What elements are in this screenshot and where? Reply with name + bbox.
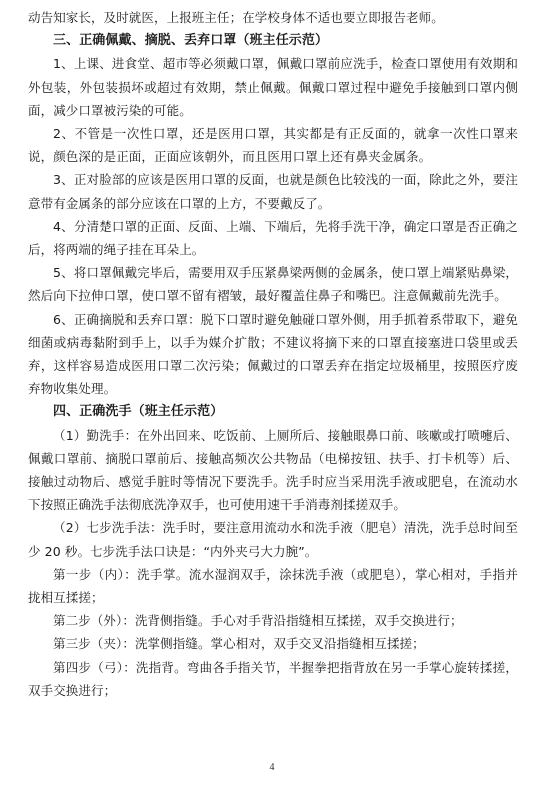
paragraph-handwash-step-4: 第四步（弓）：洗指背。弯曲各手指关节，半握拳把指背放在另一手掌心旋转揉搓，双手交换进行；: [28, 659, 518, 698]
paragraph-handwash-frequent: （1）勤洗手：在外出回来、吃饭前、上厕所后、接触眼鼻口前、咳嗽或打喷嚏后、佩戴口罩前、摘脱口罩前后、接触高频次公共物品（电梯按钮、扶手、打卡机等）后、接触过动物后、感觉手脏时等情况下要洗手。洗手时应当采用洗手液或肥皂，在流动水下按照正确洗手法彻底洗净双手，也可使用速干手消毒剂揉搓双手。: [28, 427, 518, 513]
intro-line: 动告知家长，及时就医，上报班主任；在学校身体不适也要立即报告老师。: [28, 10, 444, 25]
paragraph-mask-4: 4、分清楚口罩的正面、反面、上端、下端后，先将手洗干净，确定口罩是否正确之后，将两端的绳子挂在耳朵上。: [28, 218, 518, 258]
paragraph-mask-2: 2、不管是一次性口罩，还是医用口罩，其实都是有正反面的，就拿一次性口罩来说，颜色深的是正面，正面应该朝外，而且医用口罩上还有鼻夹金属条。: [28, 126, 518, 165]
section-heading-masks: 三、正确佩戴、摘脱、丢弃口罩（班主任示范）: [53, 33, 329, 49]
document-page: [28, 6, 518, 702]
paragraph-mask-1: 1、上课、进食堂、超市等必须戴口罩，佩戴口罩前应洗手，检查口罩使用有效期和外包装，外包装损坏或超过有效期，禁止佩戴。佩戴口罩过程中避免手接触到口罩内侧面，减少口罩被污染的可能。: [28, 56, 518, 118]
section-heading-handwashing: 四、正确洗手（班主任示范）: [53, 404, 224, 420]
paragraph-mask-5: 5、将口罩佩戴完毕后，需要用双手压紧鼻梁两侧的金属条，使口罩上端紧贴鼻梁，然后向下拉伸口罩，使口罩不留有褶皱，最好覆盖住鼻子和嘴巴。注意佩戴前先洗手。: [28, 265, 518, 304]
paragraph-handwash-step-2: 第二步（外）：洗背侧指缝。手心对手背沿指缝相互揉搓，双手交换进行；: [53, 613, 463, 629]
paragraph-mask-3: 3、正对脸部的应该是医用口罩的反面，也就是颜色比较浅的一面，除此之外，要注意带有金属条的部分应该在口罩的上方，不要戴反了。: [28, 172, 518, 211]
paragraph-handwash-step-1: 第一步（内）：洗手掌。流水湿润双手，涂抹洗手液（或肥皂），掌心相对，手指并拢相互揉搓；: [28, 566, 518, 606]
paragraph-handwash-seven-step: （2）七步洗手法：洗手时，要注意用流动水和洗手液（肥皂）清洗，洗手总时间至少 20 秒。七步洗手法口诀是：“内外夹弓大力腕”。: [28, 520, 518, 559]
page-number: 4: [269, 762, 275, 773]
paragraph-handwash-step-3: 第三步（夹）：洗掌侧指缝。掌心相对，双手交叉沿指缝相互揉搓；: [53, 636, 425, 652]
paragraph-mask-6: 6、正确摘脱和丢弃口罩：脱下口罩时避免触碰口罩外侧，用手抓着系带取下，避免细菌或病毒黏附到手上，以手为媒介扩散；不建议将摘下来的口罩直接塞进口袋里或丢弃，这样容易造成医用口罩二次污染；佩戴过的口罩丢弃在指定垃圾桶里，按照医疗废弃物收集处理。: [28, 311, 518, 397]
